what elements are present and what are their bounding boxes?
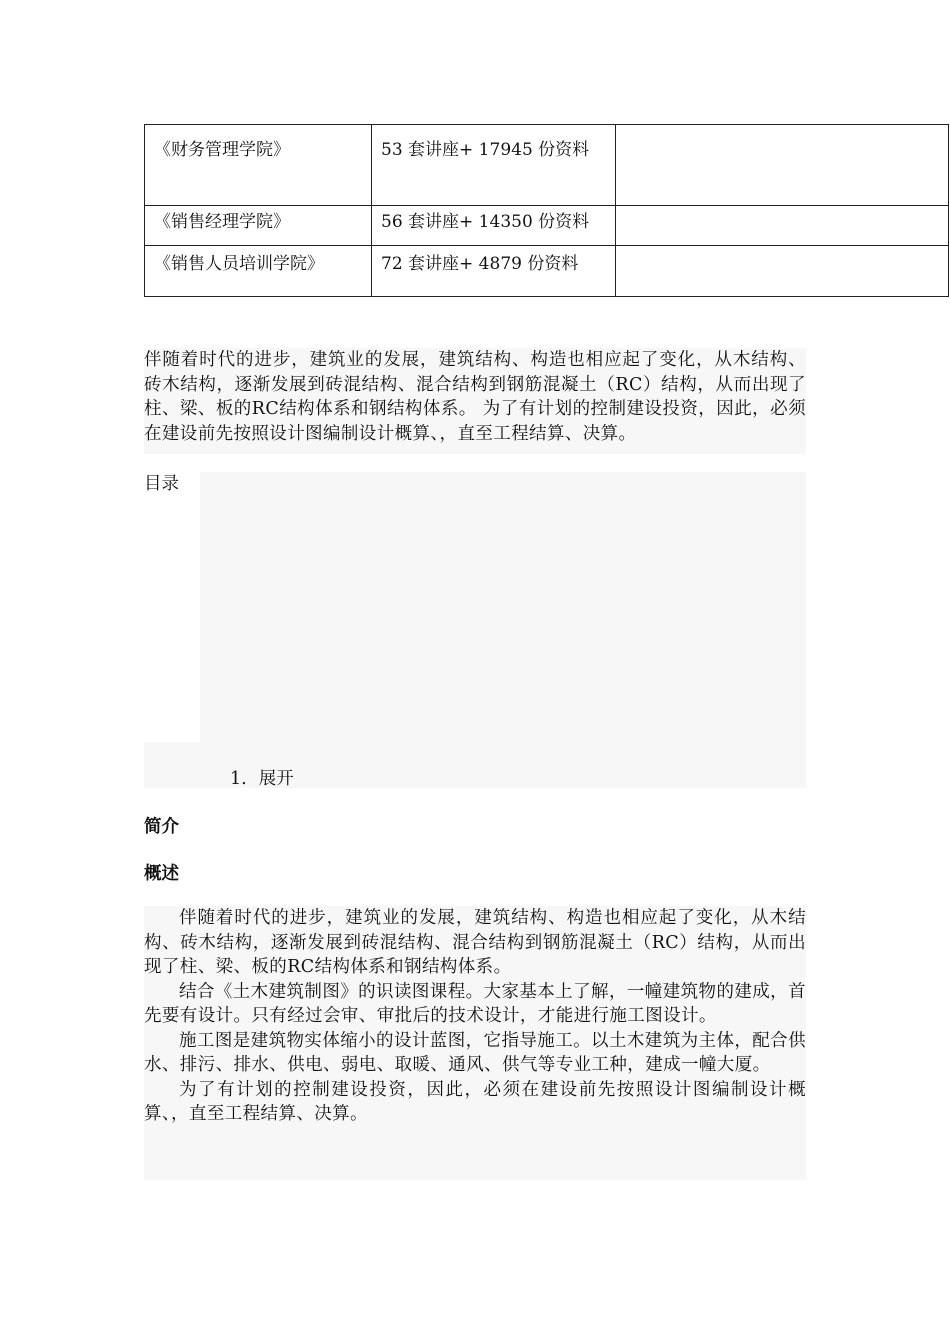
toc-background-strip xyxy=(144,742,230,788)
table-row xyxy=(145,206,949,246)
table-cell-content: 53 套讲座+ 17945 份资料 xyxy=(372,125,616,206)
table-cell-extra xyxy=(616,246,949,297)
body-paragraph: 施工图是建筑物实体缩小的设计蓝图，它指导施工。以土木建筑为主体，配合供水、排污、排水、供电、弱电、取暖、通风、供气等专业工种，建成一幢大厦。 xyxy=(144,1030,806,1075)
toc-item-expand[interactable] xyxy=(230,767,294,791)
section-heading-overview: 概述 xyxy=(144,864,179,884)
body-paragraph: 伴随着时代的进步，建筑业的发展，建筑结构、构造也相应起了变化，从木结构、砖木结构，逐渐发展到砖混结构、混合结构到钢筋混凝土（RC）结构，从而出现了柱、梁、板的RC结构体系和钢结构体系。 xyxy=(144,908,806,977)
table-cell-extra xyxy=(616,206,949,246)
overview-body xyxy=(144,906,806,1180)
table-row xyxy=(145,125,949,206)
table-cell-content: 56 套讲座+ 14350 份资料 xyxy=(372,206,616,246)
toc-title: 目录 xyxy=(144,474,179,494)
body-paragraph: 为了有计划的控制建设投资，因此，必须在建设前先按照设计图编制设计概算、，直至工程结算、决算。 xyxy=(144,1079,806,1124)
table-cell-extra xyxy=(616,125,949,206)
intro-paragraph: 伴随着时代的进步，建筑业的发展，建筑结构、构造也相应起了变化，从木结构、砖木结构，逐渐发展到砖混结构、混合结构到钢筋混凝土（RC）结构，从而出现了柱、梁、板的RC结构体系和钢结构体系。 为了有计划的控制建设投资，因此，必须在建设前先按照设计图编制设计概算、，直至工程结算、决算。 xyxy=(144,350,806,444)
table-row xyxy=(145,246,949,297)
table-cell-name: 《销售人员培训学院》 xyxy=(145,246,372,297)
table-cell-content: 72 套讲座+ 4879 份资料 xyxy=(372,246,616,297)
intro-block xyxy=(144,348,806,454)
table-cell-name: 《财务管理学院》 xyxy=(145,125,372,206)
section-heading-intro: 简介 xyxy=(144,817,179,837)
toc-item-label[interactable]: 展开 xyxy=(258,769,294,789)
toc-item-number: 1. xyxy=(230,769,247,789)
resource-table xyxy=(144,124,949,297)
toc-background xyxy=(200,472,806,788)
toc-background-gap xyxy=(144,496,200,742)
body-paragraph: 结合《土木建筑制图》的识读图课程。大家基本上了解，一幢建筑物的建成，首先要有设计。只有经过会审、审批后的技术设计，才能进行施工图设计。 xyxy=(144,981,806,1026)
table-cell-name: 《销售经理学院》 xyxy=(145,206,372,246)
